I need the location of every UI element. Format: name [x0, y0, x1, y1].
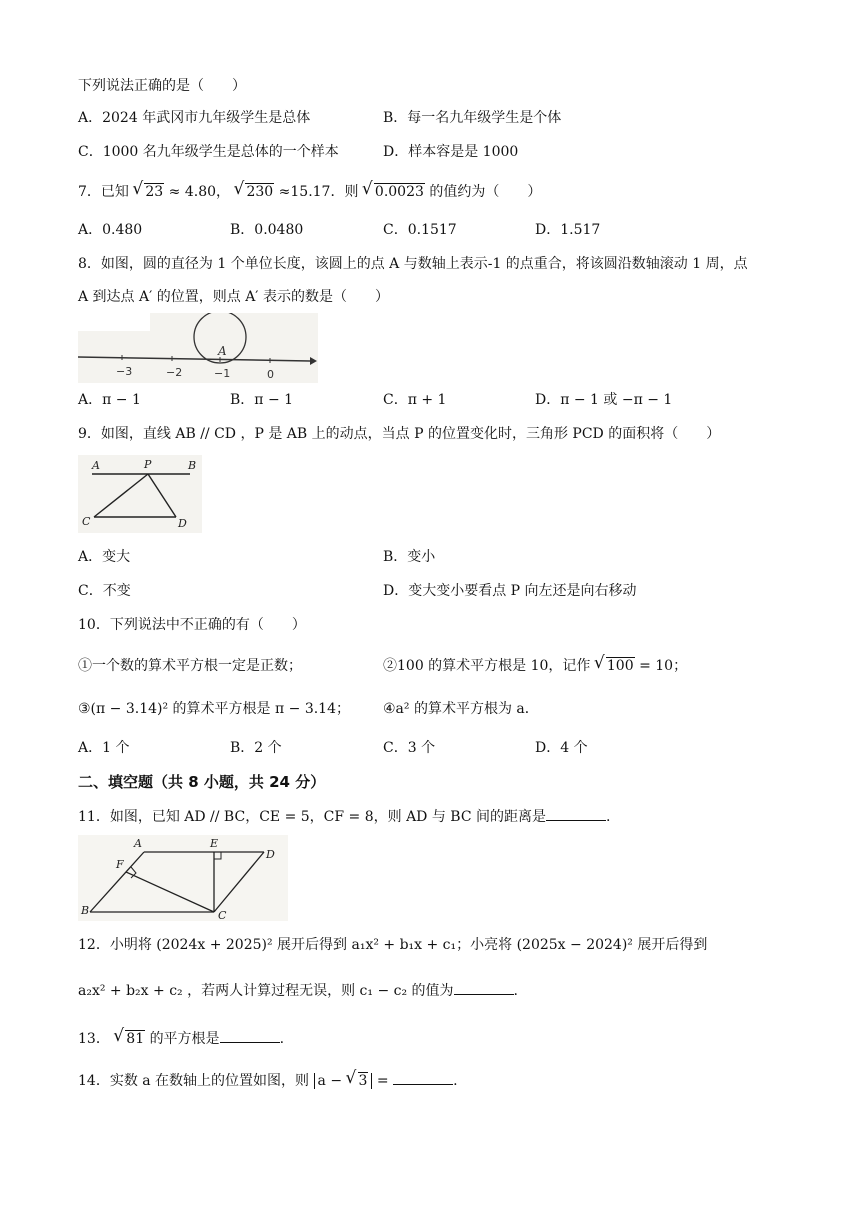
- sqrt-23: √ 23: [134, 182, 164, 202]
- q8-number-line-figure: [78, 313, 318, 383]
- question-9: 9．如图，直线 AB // CD ，P 是 AB 上的动点，当点 P 的位置变化时，三角形 PCD 的面积将（ ）: [78, 426, 721, 442]
- tick-label: 0: [267, 368, 274, 381]
- intro-option-a: A．2024 年武冈市九年级学生是总体: [78, 110, 311, 126]
- point-label-d: D: [266, 848, 275, 861]
- intro-option-b: B．每一名九年级学生是个体: [383, 110, 562, 126]
- point-label-a: A: [92, 459, 100, 472]
- point-label-b: B: [81, 904, 90, 917]
- q8-option-a: A．π − 1: [78, 392, 141, 408]
- answer-blank: [546, 806, 606, 821]
- q9-option-c: C．不变: [78, 583, 131, 599]
- point-label-d: D: [178, 517, 187, 530]
- q10-statement-3: ③(π − 3.14)² 的算术平方根是 π − 3.14；: [78, 701, 350, 717]
- tick-label: −3: [116, 365, 133, 378]
- q10-option-d: D．4 个: [535, 740, 588, 756]
- point-label-c: C: [82, 515, 91, 528]
- question-13: 13． √ 81 的平方根是 .: [78, 1028, 284, 1049]
- q10-option-c: C．3 个: [383, 740, 436, 756]
- q9-option-a: A．变大: [78, 549, 131, 565]
- tick-label: −1: [214, 367, 231, 380]
- sqrt-81: √ 81: [115, 1029, 145, 1049]
- point-label-a: A: [218, 344, 227, 358]
- sqrt-230: √ 230: [235, 182, 274, 202]
- intro-option-c: C．1000 名九年级学生是总体的一个样本: [78, 144, 339, 160]
- q10-statement-1: ①一个数的算术平方根一定是正数；: [78, 658, 302, 674]
- intro-option-d: D．样本容是是 1000: [383, 144, 519, 160]
- question-14: 14．实数 a 在数轴上的位置如图，则 a − √ 3 = .: [78, 1070, 458, 1091]
- absolute-value-expression: a − √ 3: [314, 1073, 373, 1089]
- point-label-f: F: [116, 858, 124, 871]
- sqrt-0-0023: √ 0.0023: [364, 182, 425, 202]
- q8-option-c: C．π + 1: [383, 392, 447, 408]
- q9-option-b: B．变小: [383, 549, 436, 565]
- q10-statement-2: ②100 的算术平方根是 10，记作 √ 100 = 10；: [383, 656, 687, 676]
- point-label-e: E: [210, 837, 219, 850]
- q10-option-b: B．2 个: [230, 740, 282, 756]
- q9-option-d: D．变大变小要看点 P 向左还是向右移动: [383, 583, 637, 599]
- point-label-a: A: [134, 837, 142, 850]
- q9-triangle-figure: [78, 455, 202, 533]
- tick-label: −2: [166, 366, 183, 379]
- q7-option-a: A．0.480: [78, 222, 143, 238]
- sqrt-3: √ 3: [348, 1071, 369, 1091]
- question-10: 10．下列说法中不正确的有（ ）: [78, 617, 306, 633]
- question-11: 11．如图，已知 AD // BC，CE = 5，CF = 8，则 AD 与 BC 间的距离是 .: [78, 806, 610, 827]
- point-label-c: C: [218, 909, 227, 921]
- q7-option-b: B．0.0480: [230, 222, 304, 238]
- answer-blank: [220, 1028, 280, 1043]
- question-12-line-1: 12．小明将 (2024x + 2025)² 展开后得到 a₁x² + b₁x + c₁；小亮将 (2025x − 2024)² 展开后得到: [78, 937, 708, 953]
- sqrt-100: √ 100: [596, 656, 635, 676]
- answer-blank: [454, 980, 514, 995]
- q8-option-d: D．π − 1 或 −π − 1: [535, 392, 673, 408]
- question-12-line-2: a₂x² + b₂x + c₂ ，若两人计算过程无误，则 c₁ − c₂ 的值为 .: [78, 980, 518, 1001]
- question-7: 7．已知 √ 23 ≈ 4.80， √ 230 ≈15.17．则 √ 0.0023 的值约为（ ）: [78, 182, 541, 202]
- q10-option-a: A．1 个: [78, 740, 130, 756]
- q7-option-c: C．0.1517: [383, 222, 457, 238]
- question-8-line-2: A 到达点 A′ 的位置，则点 A′ 表示的数是（ ）: [78, 289, 389, 305]
- q7-option-d: D．1.517: [535, 222, 601, 238]
- point-label-p: P: [144, 458, 152, 471]
- point-label-b: B: [188, 459, 197, 472]
- question-8-line-1: 8．如图，圆的直径为 1 个单位长度，该圆上的点 A 与数轴上表示-1 的点重合，将该圆沿数轴滚动 1 周，点: [78, 256, 748, 272]
- q8-option-b: B．π − 1: [230, 392, 294, 408]
- answer-blank: [393, 1070, 453, 1085]
- intro-question: 下列说法正确的是（ ）: [78, 78, 246, 94]
- q11-parallelogram-figure: [78, 835, 288, 921]
- q10-statement-4: ④a² 的算术平方根为 a．: [383, 701, 539, 717]
- section-2-heading: 二、填空题（共 8 小题，共 24 分）: [78, 773, 326, 791]
